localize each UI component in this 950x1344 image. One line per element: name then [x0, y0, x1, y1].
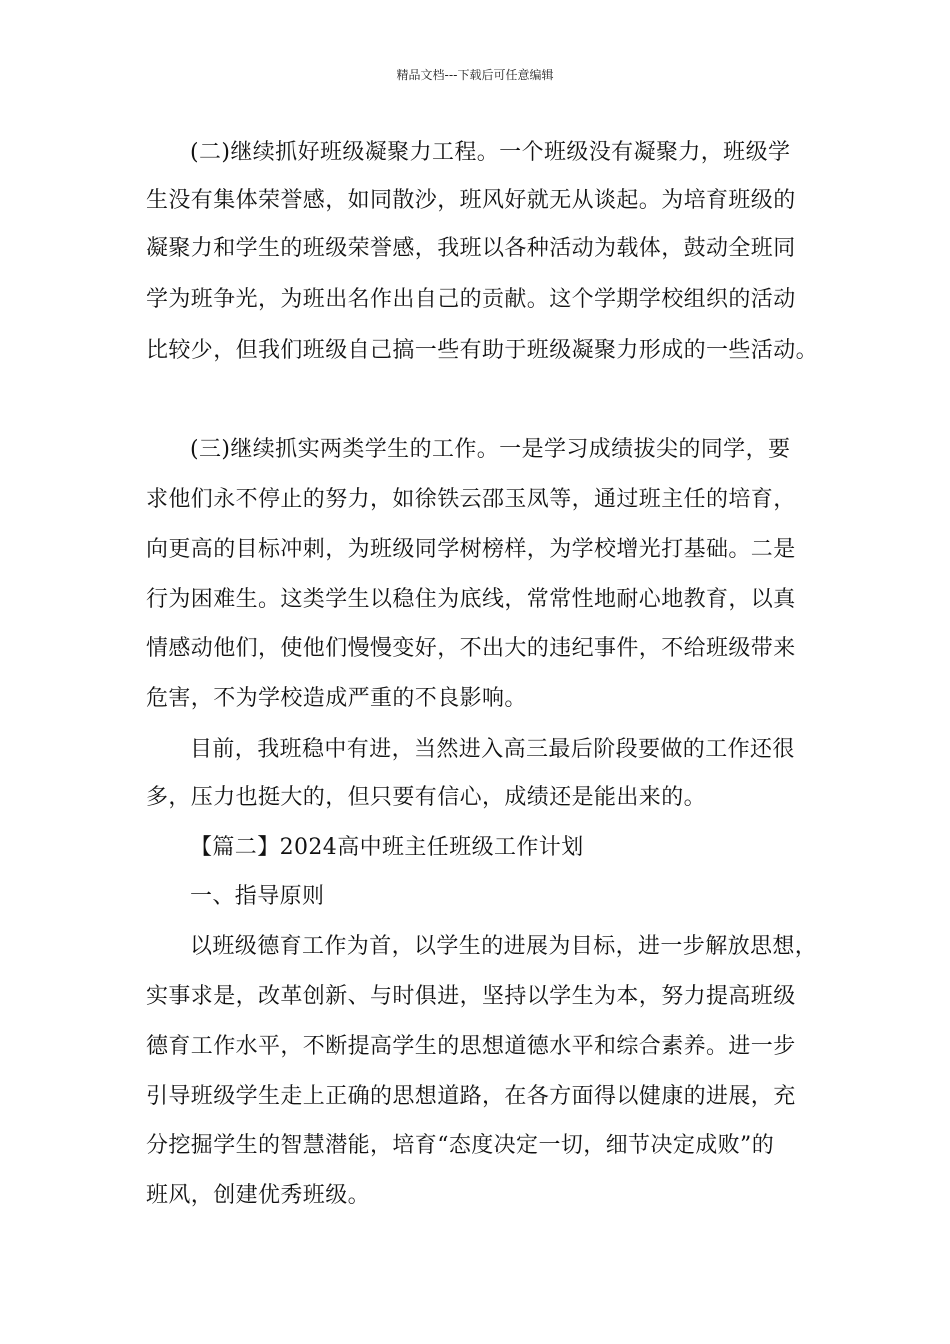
text-line: 班风，创建优秀班级。: [146, 1183, 371, 1208]
text-line: 目前，我班稳中有进，当然进入高三最后阶段要做的工作还很: [190, 737, 795, 762]
text-line: 德育工作水平，不断提高学生的思想道德水平和综合素养。进一步: [146, 1034, 796, 1059]
text-line: (三)继续抓实两类学生的工作。一是学习成绩拔尖的同学，要: [190, 437, 791, 462]
text-line: 多，压力也挺大的，但只要有信心，成绩还是能出来的。: [146, 785, 707, 810]
text-line: 凝聚力和学生的班级荣誉感，我班以各种活动为载体，鼓动全班同: [146, 236, 796, 261]
text-line: 以班级德育工作为首，以学生的进展为目标，进一步解放思想，: [190, 934, 818, 959]
subsection-heading: 一、指导原则: [190, 884, 325, 909]
page-header: 精品文档---下载后可任意编辑: [396, 68, 554, 82]
text-line: (二)继续抓好班级凝聚力工程。一个班级没有凝聚力，班级学: [190, 140, 791, 165]
text-line: 向更高的目标冲刺，为班级同学树榜样，为学校增光打基础。二是: [146, 537, 796, 562]
text-line: 求他们永不停止的努力，如徐铁云邵玉凤等，通过班主任的培育，: [146, 487, 796, 512]
text-line: 行为困难生。这类学生以稳住为底线，常常性地耐心地教育，以真: [146, 587, 796, 612]
text-line: 生没有集体荣誉感，如同散沙，班风好就无从谈起。为培育班级的: [146, 188, 796, 213]
text-line: 危害，不为学校造成严重的不良影响。: [146, 686, 527, 711]
text-line: 情感动他们，使他们慢慢变好，不出大的违纪事件，不给班级带来: [146, 636, 796, 661]
section-heading: 【篇二】2024高中班主任班级工作计划: [190, 835, 584, 860]
text-line: 分挖掘学生的智慧潜能，培育“态度决定一切，细节决定成败”的: [146, 1133, 775, 1158]
text-line: 实事求是，改革创新、与时俱进，坚持以学生为本，努力提高班级: [146, 984, 796, 1009]
text-line: 学为班争光，为班出名作出自己的贡献。这个学期学校组织的活动: [146, 287, 796, 312]
text-line: 比较少，但我们班级自己搞一些有助于班级凝聚力形成的一些活动。: [146, 338, 819, 363]
text-line: 引导班级学生走上正确的思想道路，在各方面得以健康的进展，充: [146, 1084, 796, 1109]
